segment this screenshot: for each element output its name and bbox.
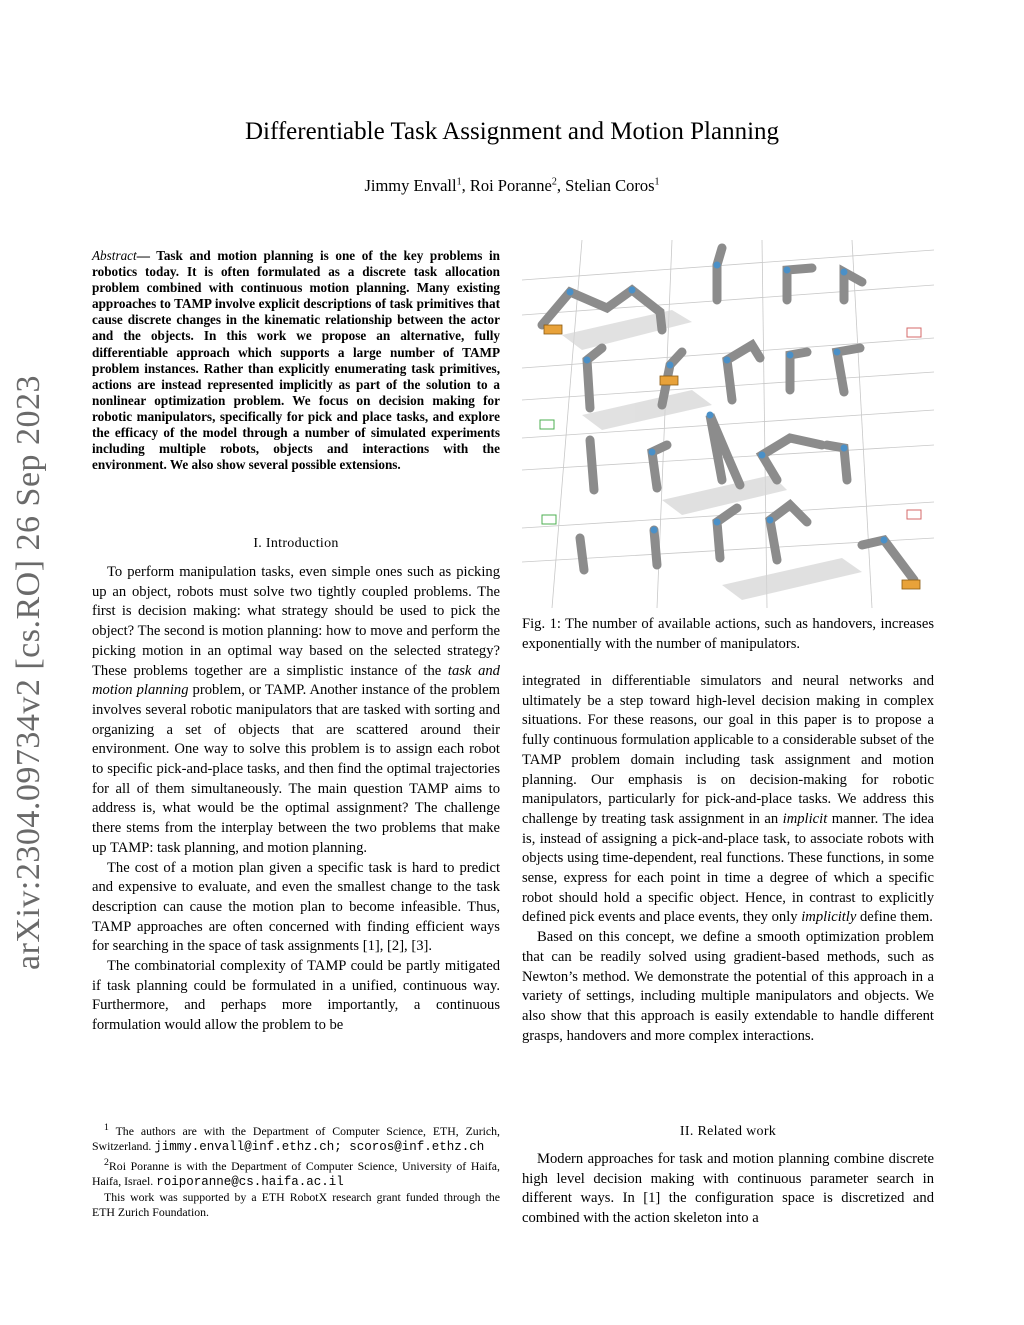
section-heading-related-work: II. Related work bbox=[679, 1124, 777, 1139]
author-list: Jimmy Envall$^1$, Roi Poranne$^2$, Stelian Coros$^1$ bbox=[364, 176, 660, 195]
footnote: This work was supported by a ETH RobotX research grant funded through the ETH Zurich Foundation. bbox=[92, 1189, 500, 1219]
footnote-text: Roi Poranne is with the Department of Computer Science, University of Haifa, Haifa, Israel. bbox=[92, 1158, 500, 1188]
text-run: manner. The idea is, instead of assigning a pick-and-place task, to associate robots with objects using time-dependent, real functions. These functions, in some sense, express for each point in time a degree of which a specific robot should hold a specific object. Hence, in contrast to explicitly defined pick events and place events, they only bbox=[522, 810, 934, 926]
left-column-body bbox=[92, 563, 500, 1036]
section-heading-introduction: I. Introduction bbox=[253, 536, 339, 551]
footnote-email: jimmy.envall@inf.ethz.ch; scoros@inf.ethz.ch bbox=[154, 1139, 485, 1154]
emphasis: task and motion planning bbox=[92, 662, 500, 699]
footnote-email: roiporanne@cs.haifa.ac.il bbox=[156, 1174, 344, 1189]
text-run: To perform manipulation tasks, even simple ones such as picking up an object, robots must solve two tightly coupled problems. The first is decision making: what strategy should be used to pick the object? The second is motion planning: how to move and perform the picking motion in an optimal way based on the selected strategy? These problems together are a simplistic instance of the bbox=[92, 564, 500, 679]
right-column-body bbox=[522, 672, 934, 1046]
figure-1-robot-render bbox=[522, 240, 934, 608]
arxiv-stamp: arXiv:2304.09734v2 [cs.RO] 26 Sep 2023 bbox=[10, 374, 47, 970]
paragraph: The combinatorial complexity of TAMP could be partly mitigated if task planning could be formulated in a unified, continuous way. Furthermore, and perhaps more importantly, a continuous formulation would allow the problem to be bbox=[92, 958, 500, 1034]
emphasis: implicitly bbox=[801, 909, 857, 926]
paragraph: Modern approaches for task and motion planning combine discrete high level decision making with continuous parameter search in different ways. In [1] the configuration space is discretized and combined with the action skeleton into a bbox=[522, 1151, 934, 1227]
figure-1-image bbox=[522, 240, 934, 608]
related-work-body bbox=[522, 1150, 934, 1229]
paper-title: Differentiable Task Assignment and Motion Planning bbox=[244, 118, 780, 145]
paragraph: The cost of a motion plan given a specific task is hard to predict and expensive to evaluate, and even the smallest change to the task description can cause the motion plan to become infeasible. Thus, TAMP approaches are often concerned with finding efficient ways for searching in the space of task assignments [1], [2], [3]. bbox=[92, 859, 500, 955]
abstract-text: — Task and motion planning is one of the key problems in robotics today. It is often formulated as a discrete task allocation problem combined with continuous motion planning. Many existing approaches to TAMP involve explicit descriptions of task primitives that cause discrete changes in the kinematic relationship between the actor and the objects. In this work we propose an alternative, fully differentiable approach which supports a large number of TAMP problem instances. Rather than explicitly enumerating task primitives, actions are instead represented implicitly as part of the solution to a nonlinear optimization problem. We focus on decision making for robotic manipulators, specifically for pick and place tasks, and explore the efficacy of the model through a number of simulated experiments including multiple robots, objects and interactions with the environment. We also show several possible extensions. bbox=[92, 248, 500, 473]
footnote-mark: 2 bbox=[104, 1156, 109, 1168]
author-affiliation: 1 bbox=[456, 176, 462, 188]
text-run: define them. bbox=[856, 909, 933, 926]
abstract bbox=[92, 248, 500, 473]
paragraph bbox=[522, 672, 934, 928]
footnote bbox=[92, 1155, 500, 1190]
footnote bbox=[92, 1120, 500, 1155]
author-name: Jimmy Envall bbox=[364, 176, 457, 195]
footnote-text: The authors are with the Department of Computer Science, ETH, Zurich, Switzerland. bbox=[92, 1123, 500, 1153]
text-run: integrated in differentiable simulators and neural networks and ultimately be a step toward high-level decision making in complex situations. For these reasons, our goal in this paper is to propose a fully continuous formulation applicable to a considerable subset of the TAMP problem domain including task assignment and motion planning. Our emphasis is on decision-making for robotic manipulators, particularly for pick-and-place tasks. We address this challenge by treating task assignment in an bbox=[522, 673, 934, 827]
paragraph: Based on this concept, we define a smooth optimization problem that can be readily solved using gradient-based methods, such as Newton’s method. We demonstrate the potential of this approach in a variety of settings, including multiple manipulators and objects. We also show that this approach is easily extendable to handle different grasps, handovers and more complex interactions. bbox=[522, 929, 934, 1044]
author-name: Roi Poranne bbox=[469, 176, 552, 195]
abstract-label: Abstract bbox=[92, 248, 137, 263]
paragraph bbox=[92, 563, 500, 859]
footnote-mark: 1 bbox=[104, 1122, 109, 1133]
shadows bbox=[562, 310, 862, 600]
footnotes bbox=[92, 1120, 500, 1220]
figure-1-caption: Fig. 1: The number of available actions, such as handovers, increases exponentially with the number of manipulators. bbox=[522, 616, 934, 652]
text-run: problem, or TAMP. Another instance of the problem involves several robotic manipulators that are tasked with sorting and organizing a set of objects that are scattered around their environment. One way to solve this problem is to assign each robot to specific pick-and-place tasks, and then find the optimal trajectories for all of them simultaneously. The main question TAMP aims to address is, what would be the optimal assignment? The challenge there stems from the interplay between the two problems that make up TAMP: task planning, and motion planning. bbox=[92, 682, 500, 856]
emphasis: implicit bbox=[782, 810, 828, 827]
author-name: Stelian Coros bbox=[565, 176, 655, 195]
author-affiliation: 1 bbox=[654, 176, 660, 188]
author-affiliation: 2 bbox=[551, 176, 557, 188]
